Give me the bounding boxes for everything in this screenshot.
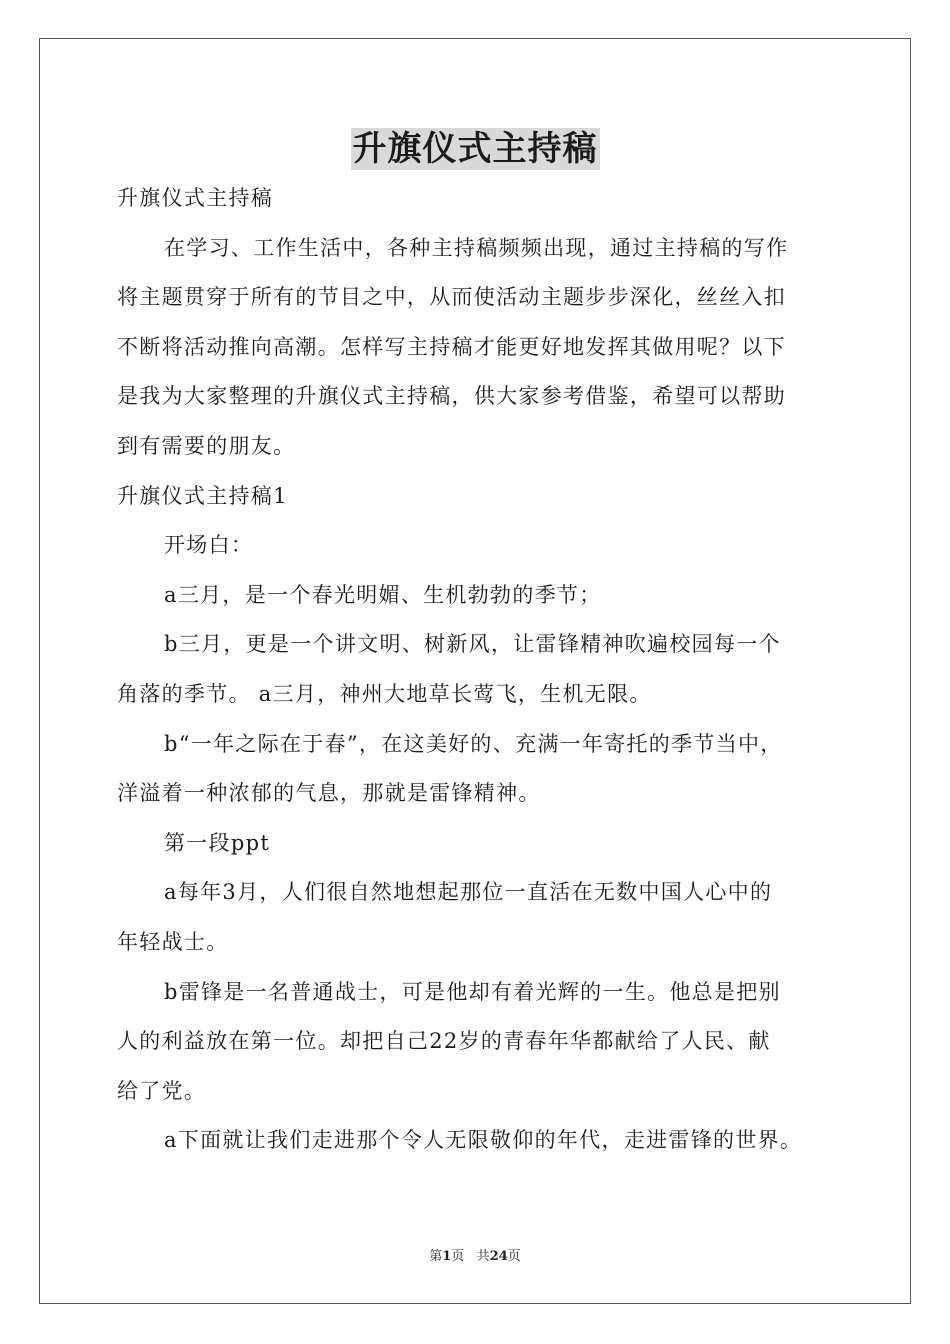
body-line: b三月，更是一个讲文明、树新风，让雷锋精神吹遍校园每一个 <box>164 632 781 657</box>
footer-total-prefix: 共 <box>476 1249 490 1264</box>
footer-prefix: 第 <box>429 1249 443 1264</box>
body-line: 洋溢着一种浓郁的气息，那就是雷锋精神。 <box>117 781 541 806</box>
body-line: 第一段ppt <box>164 830 271 855</box>
body-line: 人的利益放在第一位。却把自己22岁的青春年华都献给了人民、献 <box>117 1029 771 1054</box>
body-line: 升旗仪式主持稿 <box>117 186 274 210</box>
body-line: 不断将活动推向高潮。怎样写主持稿才能更好地发挥其做用呢？以下 <box>117 334 786 359</box>
body-line: 给了党。 <box>117 1078 207 1103</box>
body-line: b“一年之际在于春”，在这美好的、充满一年寄托的季节当中， <box>164 731 783 756</box>
footer-page-number: 1 <box>442 1249 452 1264</box>
body-line: 将主题贯穿于所有的节目之中，从而使活动主题步步深化，丝丝入扣 <box>117 285 786 310</box>
footer-total-unit: 页 <box>507 1249 521 1264</box>
body-line: a三月，是一个春光明媚、生机勃勃的季节； <box>164 582 602 607</box>
body-line: 角落的季节。 a三月，神州大地草长莺飞，生机无限。 <box>117 681 652 706</box>
body-line: a每年3月，人们很自然地想起那位一直活在无数中国人心中的 <box>164 880 773 905</box>
body-line: b雷锋是一名普通战士，可是他却有着光辉的一生。他总是把别 <box>164 979 781 1004</box>
page-footer <box>0 1248 950 1266</box>
body-line: 在学习、工作生活中，各种主持稿频频出现，通过主持稿的写作 <box>164 235 789 260</box>
body-line: a下面就让我们走进那个令人无限敬仰的年代，走进雷锋的世界。 <box>164 1128 803 1153</box>
body-line: 年轻战士。 <box>117 929 229 954</box>
body-line: 开场白： <box>164 533 254 558</box>
footer-page-unit: 页 <box>451 1249 465 1264</box>
body-line: 到有需要的朋友。 <box>117 433 296 458</box>
document-title <box>0 128 950 170</box>
document-body <box>117 174 839 1166</box>
footer-total-pages: 24 <box>489 1249 508 1264</box>
body-line: 是我为大家整理的升旗仪式主持稿，供大家参考借鉴，希望可以帮助 <box>117 384 786 409</box>
body-line: 升旗仪式主持稿1 <box>117 483 288 508</box>
document-title-text: 升旗仪式主持稿 <box>352 129 598 169</box>
